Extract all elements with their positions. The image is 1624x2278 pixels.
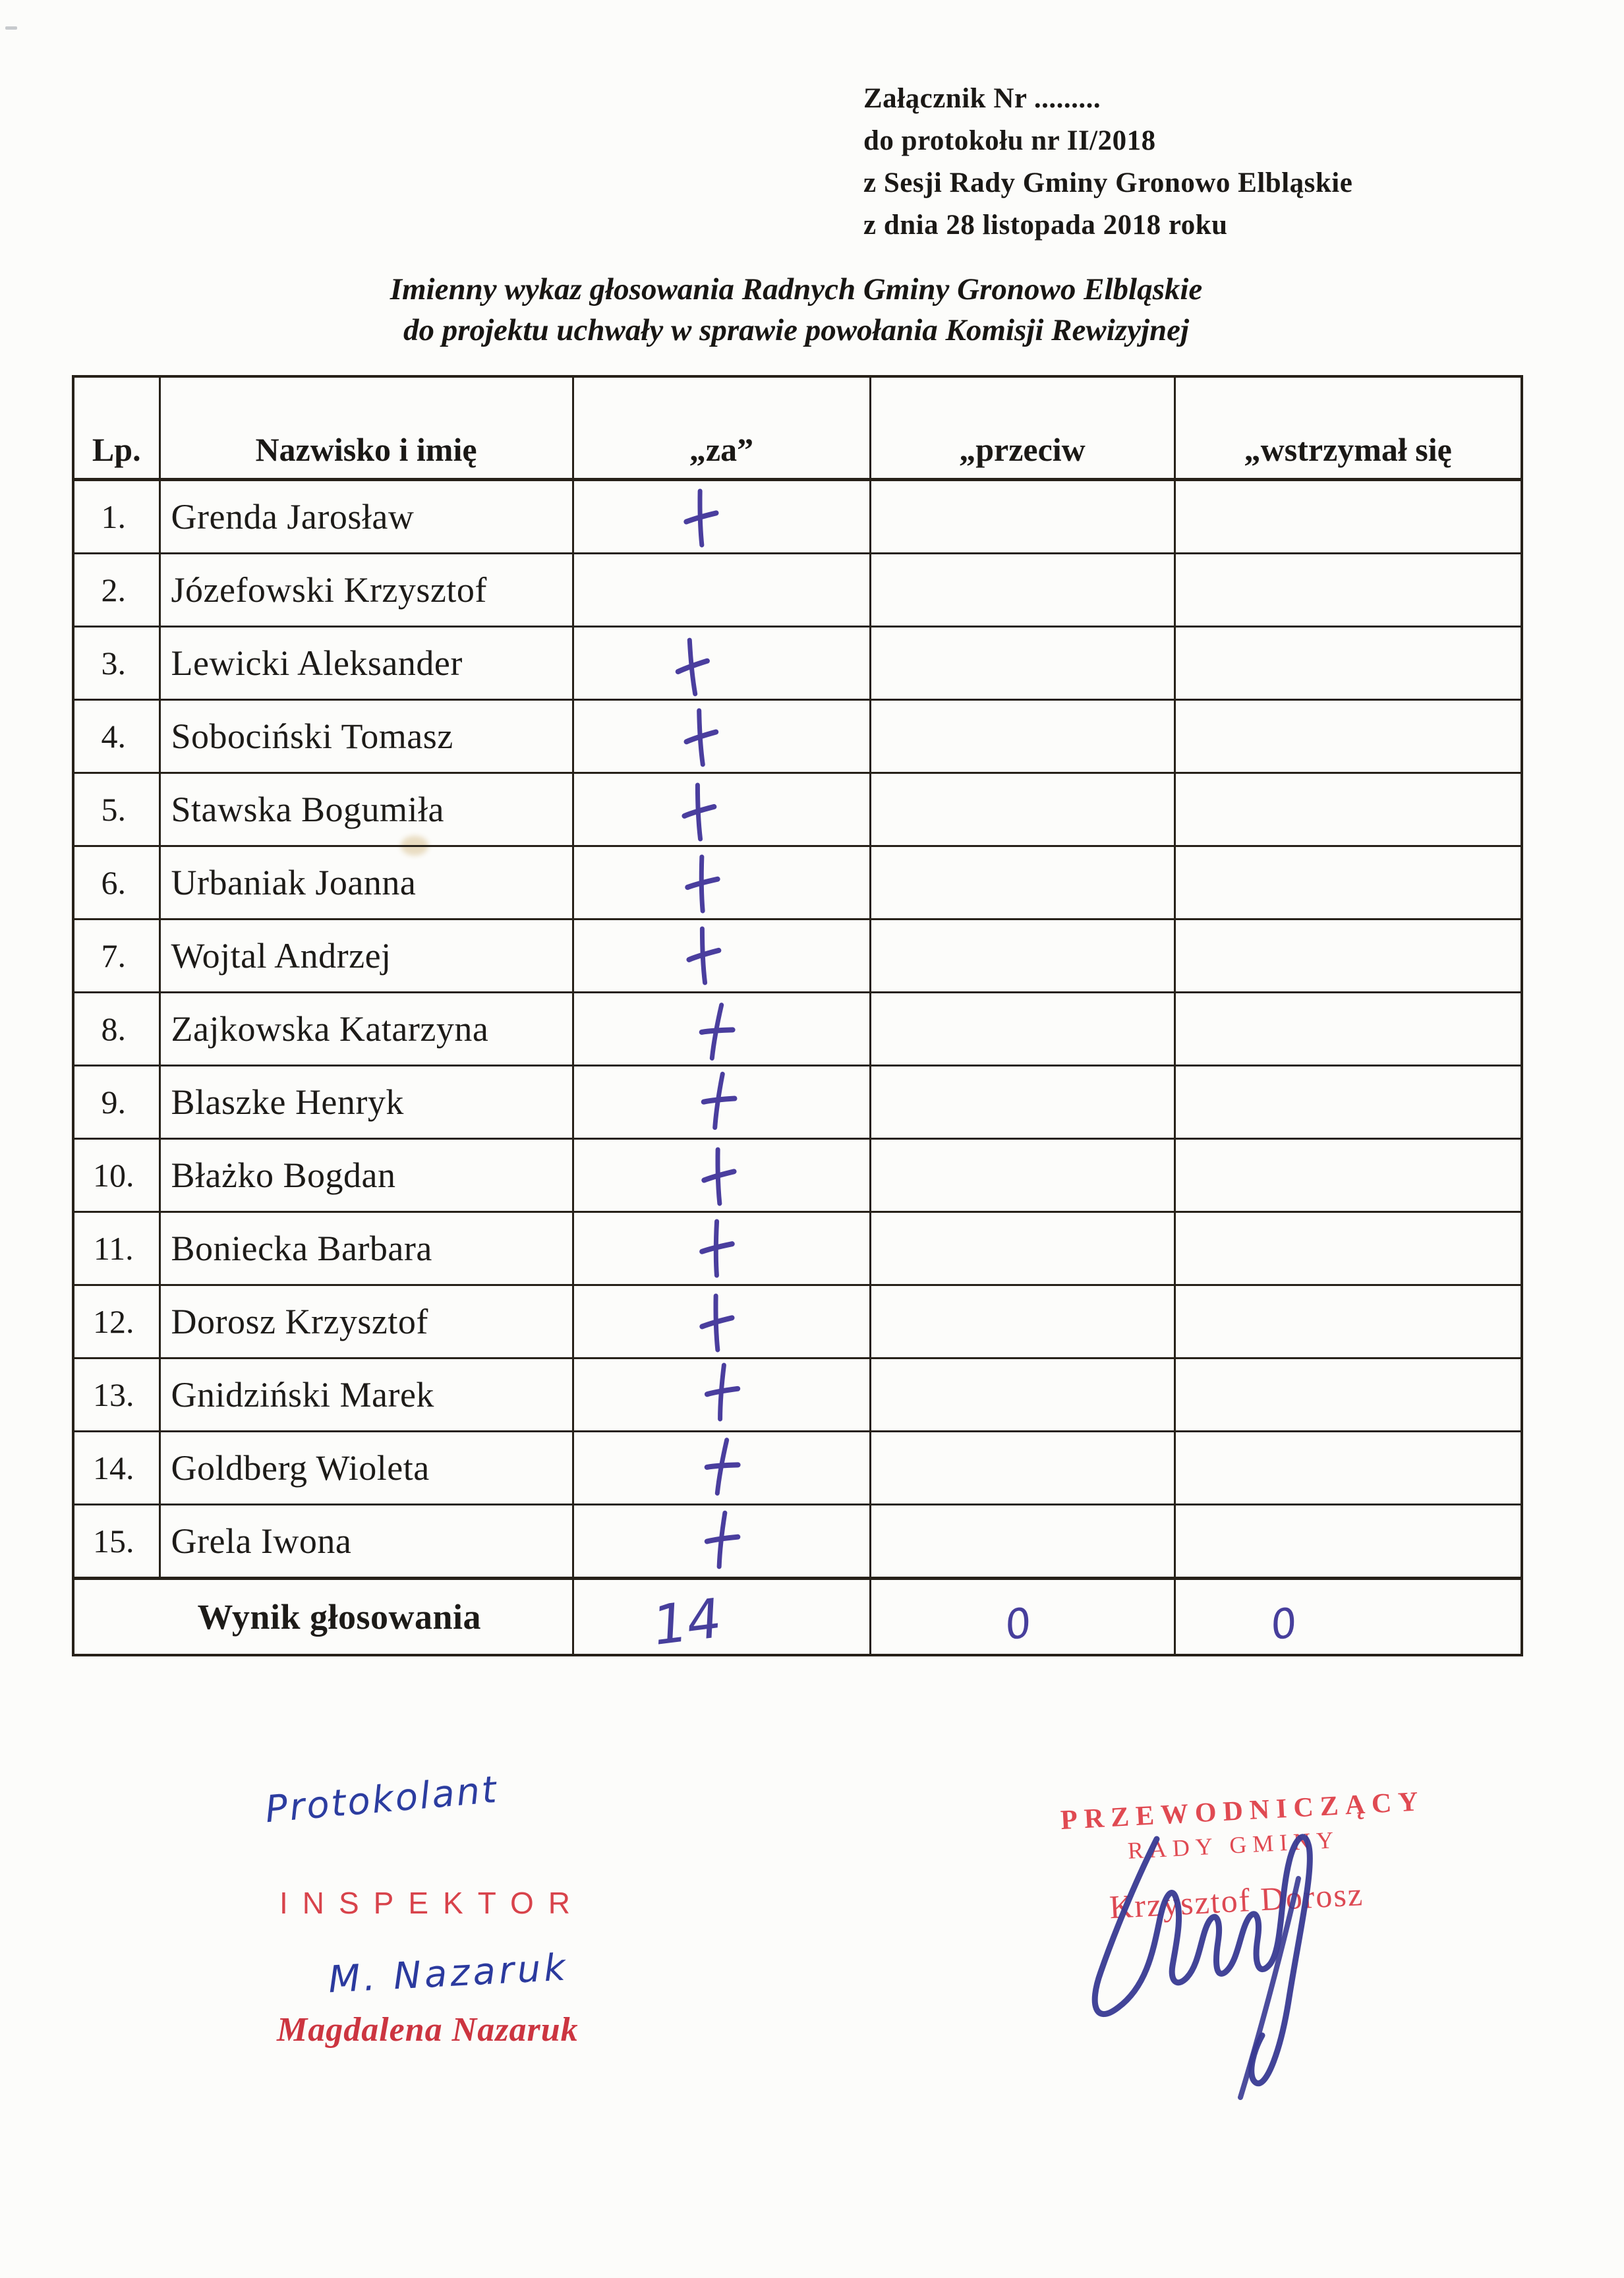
vote-za-cell [573,627,870,700]
table-header-row [73,376,1522,480]
attachment-note [863,78,1352,247]
vote-wstrzymal-cell [1174,1358,1522,1432]
vote-przeciw-cell [870,480,1174,554]
vote-przeciw-cell [870,920,1174,993]
vote-za-cell [573,993,870,1066]
table-row [73,554,1522,627]
vote-przeciw-cell [870,1505,1174,1579]
vote-za-cell [573,700,870,773]
result-przeciw-cell [870,1579,1174,1656]
vote-plus-mark [675,780,722,844]
vote-wstrzymal-cell [1174,1139,1522,1212]
scan-artifact-dash [5,26,17,30]
table-row [73,480,1522,554]
row-number-cell: 13. [73,1358,160,1432]
vote-wstrzymal-cell [1174,993,1522,1066]
vote-wstrzymal-cell [1174,773,1522,846]
table-row [73,1285,1522,1358]
vote-wstrzymal-cell [1174,1432,1522,1505]
vote-wstrzymal-cell [1174,1505,1522,1579]
row-number-cell: 4. [73,700,160,773]
vote-plus-mark [694,1068,742,1133]
vote-przeciw-cell [870,993,1174,1066]
vote-plus-mark [693,1291,739,1355]
councillor-name-cell: Lewicki Aleksander [160,627,573,700]
vote-za-cell [573,554,870,627]
table-row [73,1432,1522,1505]
vote-wstrzymal-cell [1174,1212,1522,1285]
row-number-cell: 12. [73,1285,160,1358]
attachment-note-line: z dnia 28 listopada 2018 roku [863,210,1228,241]
vote-za-cell [573,846,870,920]
vote-przeciw-cell [870,773,1174,846]
vote-plus-mark [699,1361,743,1423]
row-number-cell: 14. [73,1432,160,1505]
councillor-name-cell: Zajkowska Katarzyna [160,993,573,1066]
handwritten-result-za: 14 [651,1586,723,1658]
table-row [73,1212,1522,1285]
vote-plus-mark [666,634,716,700]
table-row [73,1358,1522,1432]
stamp-name-magdalena-nazaruk: Magdalena Nazaruk [277,2011,579,2049]
vote-wstrzymal-cell [1174,554,1522,627]
row-number-cell: 6. [73,846,160,920]
councillor-name-cell: Wojtal Andrzej [160,920,573,993]
councillor-name-cell: Grenda Jarosław [160,480,573,554]
councillor-name-cell: Dorosz Krzysztof [160,1285,573,1358]
vote-przeciw-cell [870,554,1174,627]
vote-przeciw-cell [870,846,1174,920]
row-number-cell: 15. [73,1505,160,1579]
vote-za-cell [573,1432,870,1505]
vote-wstrzymal-cell [1174,700,1522,773]
document-title [72,269,1521,351]
table-row [73,700,1522,773]
vote-plus-mark [677,486,723,550]
handwritten-result-wstrzymal: 0 [1270,1597,1296,1650]
vote-wstrzymal-cell [1174,1066,1522,1139]
vote-wstrzymal-cell [1174,920,1522,993]
attachment-note-line: z Sesji Rady Gminy Gronowo Elbląskie [863,167,1353,198]
row-number-cell: 2. [73,554,160,627]
vote-przeciw-cell [870,1066,1174,1139]
vote-za-cell [573,480,870,554]
table-row [73,920,1522,993]
result-wstrzymal-cell [1174,1579,1522,1656]
table-row [73,1505,1522,1579]
councillor-name-cell: Błażko Bogdan [160,1139,573,1212]
attachment-note-line: do protokołu nr II/2018 [863,125,1156,156]
handwritten-result-przeciw: 0 [1005,1597,1031,1650]
vote-za-cell [573,1212,870,1285]
stamp-name-krzysztof-dorosz: Krzysztof Dorosz [1108,1875,1365,1926]
councillor-name-cell: Blaszke Henryk [160,1066,573,1139]
stamp-role-line2: RADY GMINY [1126,1826,1341,1864]
councillor-name-cell: Boniecka Barbara [160,1212,573,1285]
vote-wstrzymal-cell [1174,480,1522,554]
header-name: Nazwisko i imię [160,376,573,480]
vote-przeciw-cell [870,1358,1174,1432]
header-wstrzymal: „wstrzymał się [1174,376,1522,480]
voting-table [72,375,1523,1656]
stamp-inspektor: INSPEKTOR [279,1886,585,1920]
row-number-cell: 9. [73,1066,160,1139]
vote-plus-mark [696,1434,746,1500]
result-label: Wynik głosowania [73,1579,573,1656]
header-przeciw: „przeciw [870,376,1174,480]
vote-za-cell [573,1358,870,1432]
vote-plus-mark [676,705,724,770]
row-number-cell: 3. [73,627,160,700]
councillor-name-cell: Józefowski Krzysztof [160,554,573,627]
row-number-cell: 8. [73,993,160,1066]
vote-wstrzymal-cell [1174,1285,1522,1358]
result-za-cell [573,1579,870,1656]
row-number-cell: 5. [73,773,160,846]
header-za: „za” [573,376,870,480]
row-number-cell: 1. [73,480,160,554]
vote-za-cell [573,1285,870,1358]
vote-plus-mark [680,923,727,987]
vote-plus-mark [679,852,724,915]
handwritten-signature-nazaruk: M. Nazaruk [327,1946,570,2002]
result-row [73,1579,1522,1656]
table-row [73,846,1522,920]
vote-wstrzymal-cell [1174,846,1522,920]
councillor-name-cell: Sobociński Tomasz [160,700,573,773]
vote-przeciw-cell [870,1432,1174,1505]
row-number-cell: 7. [73,920,160,993]
handwritten-role-protokolant: Protokolant [263,1768,500,1832]
row-number-cell: 11. [73,1212,160,1285]
row-number-cell: 10. [73,1139,160,1212]
attachment-note-line: Załącznik Nr ......... [863,83,1101,114]
header-lp: Lp. [73,376,160,480]
table-row [73,773,1522,846]
vote-za-cell [573,1139,870,1212]
vote-wstrzymal-cell [1174,627,1522,700]
vote-przeciw-cell [870,700,1174,773]
table-row [73,627,1522,700]
vote-plus-mark [691,999,741,1065]
table-row [73,1066,1522,1139]
vote-przeciw-cell [870,1285,1174,1358]
councillor-name-cell: Gnidziński Marek [160,1358,573,1432]
councillor-name-cell: Stawska Bogumiła [160,773,573,846]
vote-plus-mark [695,1145,741,1208]
handwritten-signature-dorosz [1055,1799,1384,2116]
councillor-name-cell: Urbaniak Joanna [160,846,573,920]
stamp-role-line1: PRZEWODNICZĄCY [1060,1786,1426,1836]
councillor-name-cell: Grela Iwona [160,1505,573,1579]
vote-plus-mark [694,1217,738,1279]
vote-przeciw-cell [870,1139,1174,1212]
table-row [73,993,1522,1066]
vote-za-cell [573,773,870,846]
vote-za-cell [573,920,870,993]
vote-plus-mark [698,1508,744,1571]
vote-za-cell [573,1066,870,1139]
vote-za-cell [573,1505,870,1579]
table-row [73,1139,1522,1212]
vote-przeciw-cell [870,1212,1174,1285]
councillor-name-cell: Goldberg Wioleta [160,1432,573,1505]
vote-przeciw-cell [870,627,1174,700]
document-title-line1: Imienny wykaz głosowania Radnych Gminy Gronowo Elbląskie [390,272,1203,307]
document-title-line2: do projektu uchwały w sprawie powołania Komisji Rewizyjnej [403,313,1190,347]
